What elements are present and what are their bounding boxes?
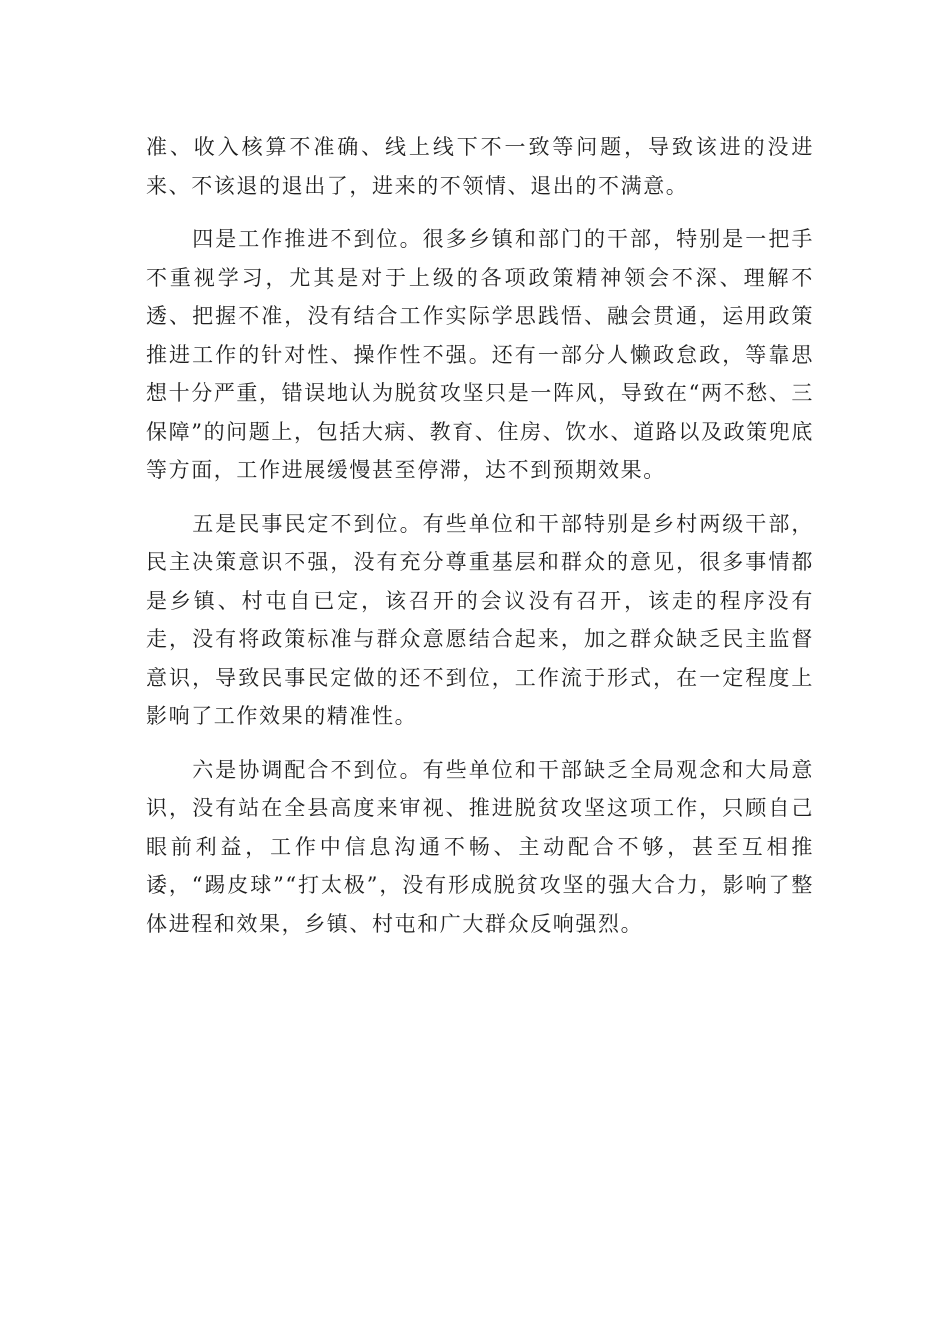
paragraph-point-five: 五是民事民定不到位。有些单位和干部特别是乡村两级干部，民主决策意识不强，没有充分尊重基层和群众的意见，很多事情都是乡镇、村屯自已定，该召开的会议没有召开，该走的程序没有走，没有将政策标准与群众意愿结合起来，加之群众缺乏民主监督意识，导致民事民定做的还不到位，工作流于形式，在一定程度上影响了工作效果的精准性。 <box>146 511 814 728</box>
document-body <box>146 128 814 943</box>
paragraph-point-four: 四是工作推进不到位。很多乡镇和部门的干部，特别是一把手不重视学习，尤其是对于上级的各项政策精神领会不深、理解不透、把握不准，没有结合工作实际学思践悟、融会贯通，运用政策推进工作的针对性、操作性不强。还有一部分人懒政怠政，等靠思想十分严重，错误地认为脱贫攻坚只是一阵风，导致在“两不愁、三保障”的问题上，包括大病、教育、住房、饮水、道路以及政策兜底等方面，工作进展缓慢甚至停滞，达不到预期效果。 <box>146 227 814 482</box>
paragraph-continuation: 准、收入核算不准确、线上线下不一致等问题，导致该进的没进来、不该退的退出了，进来的不领情、退出的不满意。 <box>146 135 814 198</box>
paragraph-point-six: 六是协调配合不到位。有些单位和干部缺乏全局观念和大局意识，没有站在全县高度来审视、推进脱贫攻坚这项工作，只顾自己眼前利益，工作中信息沟通不畅、主动配合不够，甚至互相推诿，“踢皮球”“打太极”，没有形成脱贫攻坚的强大合力，影响了整体进程和效果，乡镇、村屯和广大群众反响强烈。 <box>146 757 814 936</box>
